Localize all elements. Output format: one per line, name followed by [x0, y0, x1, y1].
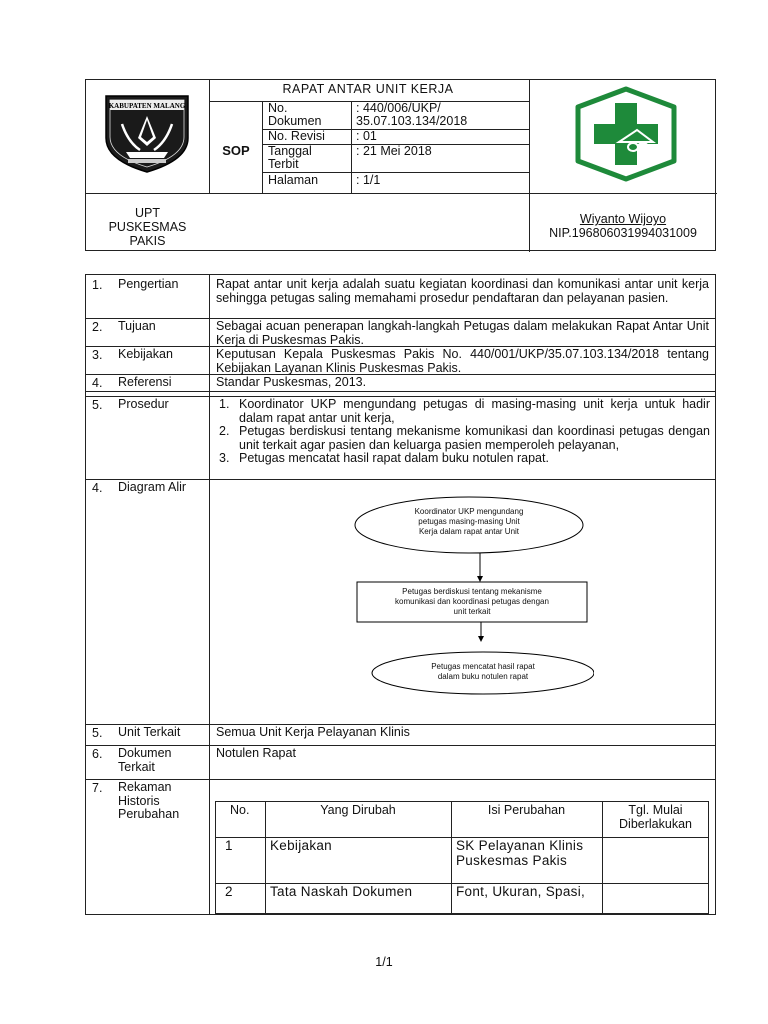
meta-value-page: : 1/1: [356, 173, 381, 187]
meta-label-line2: Dokumen: [268, 114, 322, 128]
procedure-item: 2. Petugas berdiskusi tentang mekanisme komunikasi dan koordinasi petugas dengan unit terkait agar pasien dan keluarga pasien memperoleh pelayanan,: [219, 424, 710, 452]
history-header-content: Isi Perubahan: [487, 803, 566, 817]
sop-label: SOP: [222, 143, 250, 158]
section-label-rekaman-historis: Rekaman Historis Perubahan: [118, 780, 180, 821]
section-label-diagram-alir: Diagram Alir: [118, 480, 187, 494]
emblem-district-text: KABUPATEN MALANG: [108, 102, 186, 110]
history-header-changed: Yang Dirubah: [320, 803, 396, 817]
section-content-dokumen-terkait: Notulen Rapat: [216, 746, 296, 760]
procedure-item: 3. Petugas mencatat hasil rapat dalam buku notulen rapat.: [219, 451, 549, 465]
unit-name: UPT PUSKESMAS PAKIS: [108, 206, 187, 248]
section-content-kebijakan: Keputusan Kepala Puskesmas Pakis No. 440/001/UKP/35.07.103.134/2018 tentang Kebijakan Layanan Klinis Puskesmas Pakis.: [216, 347, 709, 375]
section-num: 4.: [92, 376, 103, 390]
flow-step-2-text: Petugas berdiskusi tentang mekanisme komunikasi dan koordinasi petugas dengan unit terkait: [395, 587, 549, 616]
signer-nip: NIP.196806031994031009: [549, 226, 697, 240]
meta-value-line1: : 440/006/UKP/: [356, 101, 441, 115]
meta-label-revision: No. Revisi: [268, 129, 325, 143]
history-header-no: No.: [230, 803, 250, 817]
meta-value-line2: 35.07.103.134/2018: [356, 114, 468, 128]
meta-value-date: : 21 Mei 2018: [356, 144, 432, 158]
section-num: 6.: [92, 747, 103, 761]
history-row-changed: Kebijakan: [270, 838, 332, 853]
procedure-item: 1. Koordinator UKP mengundang petugas di masing-masing unit kerja untuk hadir dalam rapat antar unit kerja,: [219, 397, 710, 425]
meta-label-line1: No.: [268, 101, 288, 115]
history-row-content: SK Pelayanan Klinis Puskesmas Pakis: [456, 838, 584, 868]
signer-block: [529, 212, 717, 240]
section-num: 2.: [92, 320, 103, 334]
sop-header: [85, 79, 716, 251]
flow-step-3-text: Petugas mencatat hasil rapat dalam buku notulen rapat: [431, 662, 535, 681]
section-label-referensi: Referensi: [118, 375, 172, 389]
section-label-tujuan: Tujuan: [118, 319, 156, 333]
history-row-changed: Tata Naskah Dokumen: [270, 884, 413, 899]
section-content-tujuan: Sebagai acuan penerapan langkah-langkah Petugas dalam melakukan Rapat Antar Unit Kerja di Puskesmas Pakis.: [216, 319, 709, 347]
meta-label-page: Halaman: [268, 173, 319, 187]
section-label-dokumen-terkait: Dokumen Terkait: [118, 746, 172, 774]
history-row-no: 1: [225, 838, 233, 853]
section-num: 5.: [92, 398, 103, 412]
document-title: RAPAT ANTAR UNIT KERJA: [282, 82, 454, 96]
history-row-no: 2: [225, 884, 233, 899]
flowchart: [354, 495, 594, 695]
history-table: [215, 801, 709, 914]
meta-value-revision: : 01: [356, 129, 377, 143]
section-content-referensi: Standar Puskesmas, 2013.: [216, 375, 367, 389]
kabupaten-malang-emblem-icon: [100, 90, 194, 175]
meta-label-date-line1: Tanggal: [268, 144, 312, 158]
section-label-unit-terkait: Unit Terkait: [118, 725, 181, 739]
section-content-unit-terkait: Semua Unit Kerja Pelayanan Klinis: [216, 725, 410, 739]
section-num: 3.: [92, 348, 103, 362]
page-number: 1/1: [375, 955, 393, 969]
sop-body-table: [85, 274, 716, 915]
section-label-prosedur: Prosedur: [118, 397, 169, 411]
section-num: 4.: [92, 481, 103, 495]
history-row-content: Font, Ukuran, Spasi,: [456, 884, 586, 899]
signer-name: Wiyanto Wijoyo: [579, 212, 667, 226]
section-num: 7.: [92, 781, 103, 795]
puskesmas-logo-icon: [573, 86, 679, 182]
procedure-list: [216, 398, 710, 466]
section-num: 5.: [92, 726, 103, 740]
section-label-pengertian: Pengertian: [118, 277, 179, 291]
section-num: 1.: [92, 278, 103, 292]
section-label-kebijakan: Kebijakan: [118, 347, 173, 361]
section-content-pengertian: Rapat antar unit kerja adalah suatu kegiatan koordinasi dan komunikasi antar unit kerja sehingga petugas saling memahami prosedur pendaftaran dan pelayanan pasien.: [216, 277, 709, 305]
history-header-date: Tgl. Mulai Diberlakukan: [619, 803, 692, 831]
flow-step-1-text: Koordinator UKP mengundang petugas masing-masing Unit Kerja dalam rapat antar Unit: [414, 507, 524, 536]
meta-label-date-line2: Terbit: [268, 157, 299, 171]
